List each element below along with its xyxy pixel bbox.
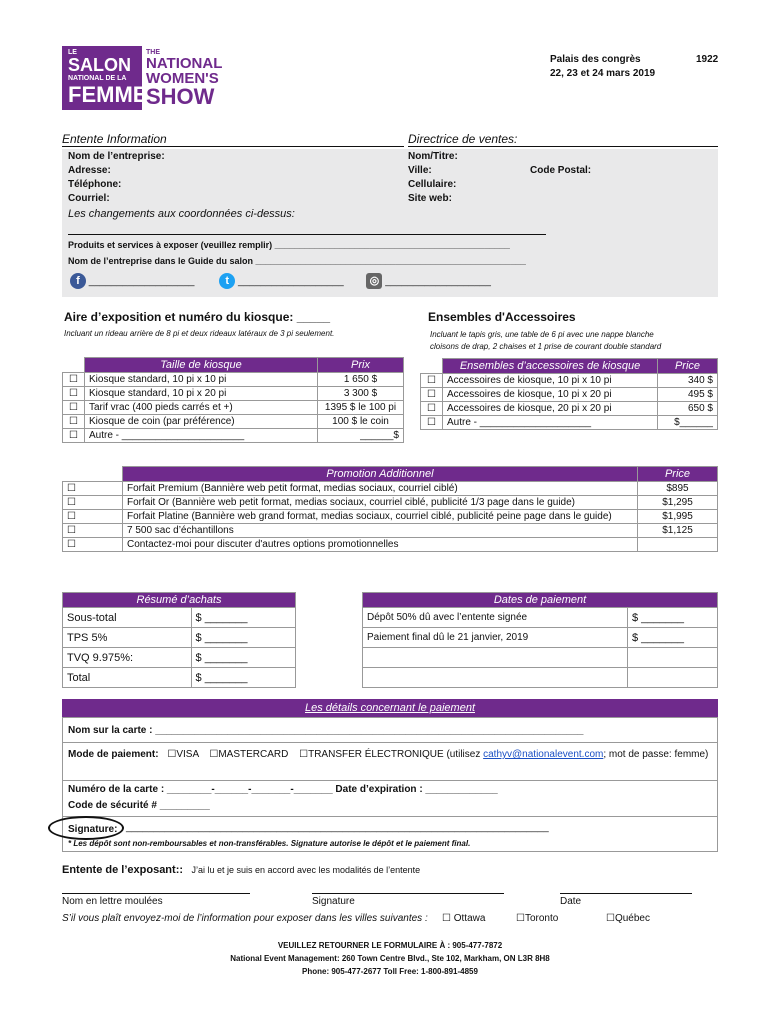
table-row: TPS 5% $ _______ xyxy=(63,628,296,648)
paiement-title: Les détails concernant le paiement xyxy=(62,699,718,717)
transfer-checkbox[interactable]: ☐ xyxy=(299,749,309,760)
table-row: ☐ Forfait Or (Bannière web petit format, medias sociaux, courriel ciblé, publicité 1/3 page dans le guide) $1,295 xyxy=(63,496,718,510)
footer-line-3: Phone: 905-477-2677 Toll Free: 1-800-891-4859 xyxy=(302,967,478,976)
ottawa-option[interactable]: ☐ Ottawa xyxy=(442,913,486,924)
table-row: ☐ Accessoires de kiosque, 10 pi x 10 pi 340 $ xyxy=(421,374,718,388)
twitter-icon: t xyxy=(219,273,235,289)
table-row: ☐ Kiosque de coin (par préférence) 100 $ le coin xyxy=(63,415,404,429)
table-row: ☐ 7 500 sac d’échantillons $1,125 xyxy=(63,524,718,538)
table-row: ☐ Forfait Platine (Bannière web grand format, medias sociaux, courriel ciblé, publicité peine page dans le guide) $1,995 xyxy=(63,510,718,524)
exposant-row: Entente de l’exposant:: J’ai lu et je suis en accord avec les modalités de l’entente xyxy=(62,864,421,876)
table-row: ☐ Autre - ____________________ $______ xyxy=(421,416,718,430)
promo-col-price: Price xyxy=(638,467,718,482)
instagram-field[interactable]: ___________________ xyxy=(385,276,491,287)
securite-field[interactable]: Code de sécurité # _________ xyxy=(68,800,210,811)
promo-table xyxy=(62,466,718,552)
promo-title: Promotion Additionnel xyxy=(123,467,638,482)
entreprise-label[interactable]: Nom de l’entreprise: xyxy=(68,151,165,162)
checkbox[interactable]: ☐ xyxy=(63,387,85,401)
checkbox[interactable]: ☐ xyxy=(63,401,85,415)
col-ensembles: Ensembles d’accessoires de kiosque xyxy=(443,359,658,374)
checkbox[interactable]: ☐ xyxy=(516,913,525,924)
checkbox[interactable]: ☐ xyxy=(421,416,443,430)
guide-field[interactable]: Nom de l’entreprise dans le Guide du salon ______________________________________________________ xyxy=(68,256,526,266)
dates-table xyxy=(362,592,718,688)
show-logo: LE SALON NATIONAL DE LA FEMME THE NATIONAL WOMEN'S SHOW xyxy=(62,46,222,110)
telephone-label[interactable]: Téléphone: xyxy=(68,179,122,190)
col-taille: Taille de kiosque xyxy=(85,358,318,373)
facebook-field[interactable]: ___________________ xyxy=(88,276,195,287)
date-line[interactable] xyxy=(560,893,692,894)
produits-field[interactable]: Produits et services à exposer (veuillez remplir) _______________________________________________ xyxy=(68,240,510,250)
mastercard-checkbox[interactable]: ☐ xyxy=(209,749,219,760)
venue: Palais des congrès xyxy=(550,54,641,65)
checkbox[interactable]: ☐ xyxy=(63,496,123,510)
event-dates: 22, 23 et 24 mars 2019 xyxy=(550,68,656,79)
checkbox[interactable]: ☐ xyxy=(63,482,123,496)
table-row: Paiement final dû le 21 janvier, 2019 $ _______ xyxy=(363,628,718,648)
aire-title: Aire d’exposition et numéro du kiosque: _____ xyxy=(64,310,331,324)
table-row: ☐ Kiosque standard, 10 pi x 10 pi 1 650 $ xyxy=(63,373,404,387)
mode-paiement: Mode de paiement: ☐VISA ☐MASTERCARD ☐TRANSFER ÉLECTRONIQUE (utilisez cathyv@nationalevent.com; mot de passe: femme) xyxy=(68,749,709,760)
signature-label: Signature: xyxy=(68,824,118,835)
cellulaire-label[interactable]: Cellulaire: xyxy=(408,179,457,190)
table-row: ☐ Kiosque standard, 10 pi x 20 pi 3 300 $ xyxy=(63,387,404,401)
toronto-option[interactable]: ☐Toronto xyxy=(516,913,559,924)
nom-titre-label[interactable]: Nom/Titre: xyxy=(408,151,458,162)
checkbox[interactable]: ☐ xyxy=(442,913,451,924)
changements-line[interactable] xyxy=(68,234,546,235)
date-label: Date xyxy=(560,896,582,907)
table-row: ☐ Autre - ______________________ ______$ xyxy=(63,429,404,443)
table-row: ☐ Forfait Premium (Bannière web petit format, medias sociaux, courriel ciblé) $895 xyxy=(63,482,718,496)
checkbox[interactable]: ☐ xyxy=(63,510,123,524)
adresse-label[interactable]: Adresse: xyxy=(68,165,111,176)
table-row: TVQ 9.975%: $ _______ xyxy=(63,648,296,668)
checkbox[interactable]: ☐ xyxy=(421,374,443,388)
villes-text: S’il vous plaît envoyez-moi de l’information pour exposer dans les villes suivantes : xyxy=(62,913,428,924)
directrice-title: Directrice de ventes: xyxy=(408,132,718,147)
checkbox[interactable]: ☐ xyxy=(63,373,85,387)
twitter-field[interactable]: ___________________ xyxy=(238,276,344,287)
dates-title: Dates de paiement xyxy=(363,593,718,608)
table-row: ☐ Contactez-moi pour discuter d'autres options promotionnelles xyxy=(63,538,718,552)
aire-note: Incluant un rideau arrière de 8 pi et deux rideaux latéraux de 3 pi seulement. xyxy=(64,329,335,338)
courriel-label[interactable]: Courriel: xyxy=(68,193,110,204)
resume-table xyxy=(62,592,296,688)
table-row: ☐ Accessoires de kiosque, 10 pi x 20 pi 495 $ xyxy=(421,388,718,402)
ville-label[interactable]: Ville: xyxy=(408,165,432,176)
checkbox[interactable]: ☐ xyxy=(63,429,85,443)
code-postal-label[interactable]: Code Postal: xyxy=(530,165,592,176)
signature-line[interactable]: ____________________________________________________________________________ xyxy=(126,822,549,833)
facebook-icon: f xyxy=(70,273,86,289)
col-price: Price xyxy=(658,359,718,374)
numero-carte-field[interactable]: Numéro de la carte : ________-______-_______-_______ Date d’expiration : _____________ xyxy=(68,784,498,795)
form-number: 1922 xyxy=(696,54,719,65)
footer-line-2: National Event Management: 260 Town Centre Blvd., Ste 102, Markham, ON L3R 8H8 xyxy=(230,954,550,963)
checkbox[interactable]: ☐ xyxy=(63,538,123,552)
visa-checkbox[interactable]: ☐ xyxy=(167,749,177,760)
ensembles-title: Ensembles d'Accessoires xyxy=(428,310,576,324)
kiosque-table xyxy=(62,357,404,443)
paiement-note: * Les dépôt sont non-remboursables et non-transférables. Signature autorise le dépôt et le paiement final. xyxy=(68,839,471,848)
checkbox[interactable]: ☐ xyxy=(421,402,443,416)
signature-exposant-line[interactable] xyxy=(312,893,504,894)
footer-line-1: VEUILLEZ RETOURNER LE FORMULAIRE À : 905-477-7872 xyxy=(277,941,503,950)
signature-exposant-label: Signature xyxy=(312,896,355,907)
ensembles-table xyxy=(420,358,718,430)
email-link[interactable]: cathyv@nationalevent.com xyxy=(483,749,604,760)
signature-circle xyxy=(48,816,124,840)
resume-title: Résumé d’achats xyxy=(63,593,296,608)
instagram-icon: ◎ xyxy=(366,273,382,289)
ensembles-note-1: Incluant le tapis gris, une table de 6 pi avec une nappe blanche xyxy=(430,330,654,339)
table-row: Dépôt 50% dû avec l’entente signée $ _______ xyxy=(363,608,718,628)
changements-label: Les changements aux coordonnées ci-dessus: xyxy=(68,208,295,220)
site-web-label[interactable]: Site web: xyxy=(408,193,452,204)
checkbox[interactable]: ☐ xyxy=(606,913,615,924)
nom-carte-field[interactable]: Nom sur la carte : _____________________________________________________________________________ xyxy=(68,725,584,736)
table-row: Sous-total $ _______ xyxy=(63,608,296,628)
checkbox[interactable]: ☐ xyxy=(421,388,443,402)
social-row xyxy=(70,273,491,289)
entente-title: Entente Information xyxy=(62,132,404,147)
table-row: ☐ Accessoires de kiosque, 20 pi x 20 pi 650 $ xyxy=(421,402,718,416)
table-row: ☐ Tarif vrac (400 pieds carrés et +) 1395 $ le 100 pi xyxy=(63,401,404,415)
ensembles-note-2: cloisons de drap, 2 chaises et 1 prise de courant double standard xyxy=(430,342,662,351)
checkbox[interactable]: ☐ xyxy=(63,524,123,538)
checkbox[interactable]: ☐ xyxy=(63,415,85,429)
quebec-option[interactable]: ☐Québec xyxy=(606,913,650,924)
nom-line[interactable] xyxy=(62,893,250,894)
nom-label: Nom en lettre moulées xyxy=(62,896,163,907)
table-row: Total $ _______ xyxy=(63,668,296,688)
col-prix: Prix xyxy=(318,358,404,373)
